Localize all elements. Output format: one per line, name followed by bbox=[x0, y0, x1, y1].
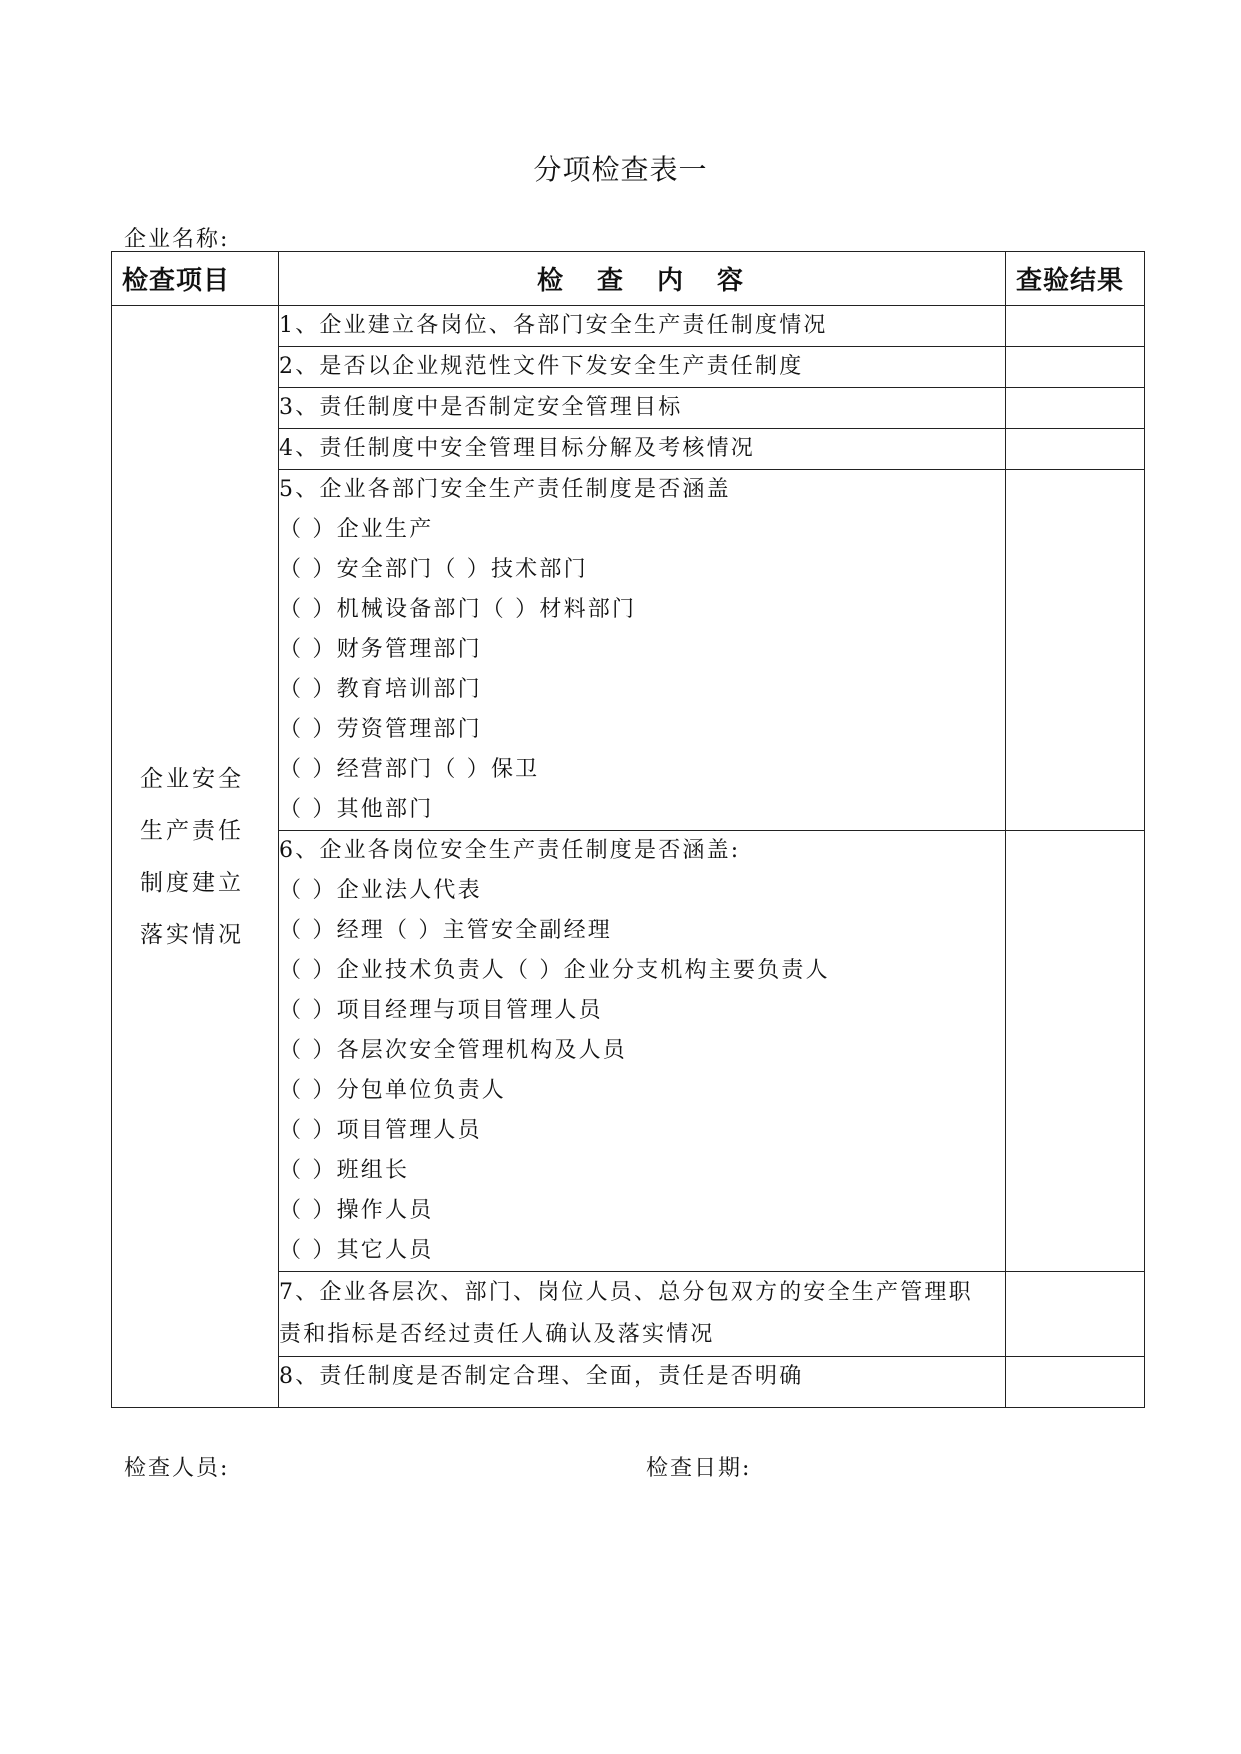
header-verification-result: 查验结果 bbox=[1006, 252, 1145, 306]
check-item-text: 责和指标是否经过责任人确认及落实情况 bbox=[279, 1322, 715, 1347]
check-item-6 bbox=[279, 831, 1006, 1272]
result-cell-4[interactable] bbox=[1006, 429, 1145, 470]
check-item-8 bbox=[279, 1357, 1006, 1408]
checkbox-option[interactable]: （ ）经营部门（ ）保卫 bbox=[279, 757, 540, 782]
result-cell-3[interactable] bbox=[1006, 388, 1145, 429]
checkbox-option[interactable]: （ ）分包单位负责人 bbox=[279, 1078, 506, 1103]
checkbox-option[interactable]: （ ）企业技术负责人（ ）企业分支机构主要负责人 bbox=[279, 958, 830, 983]
result-cell-6[interactable] bbox=[1006, 831, 1145, 1272]
category-line: 生产责任 bbox=[140, 817, 244, 844]
check-item-text: 4、责任制度中安全管理目标分解及考核情况 bbox=[279, 436, 755, 461]
check-item-text: 2、是否以企业规范性文件下发安全生产责任制度 bbox=[279, 354, 804, 379]
checkbox-option[interactable]: （ ）机械设备部门（ ）材料部门 bbox=[279, 597, 637, 622]
check-item-text: 8、责任制度是否制定合理、全面，责任是否明确 bbox=[279, 1364, 804, 1389]
checkbox-option[interactable]: （ ）安全部门（ ）技术部门 bbox=[279, 557, 588, 582]
check-item-text: 5、企业各部门安全生产责任制度是否涵盖 bbox=[279, 477, 731, 502]
checkbox-option[interactable]: （ ）班组长 bbox=[279, 1158, 410, 1183]
check-item-text: 1、企业建立各岗位、各部门安全生产责任制度情况 bbox=[279, 313, 828, 338]
inspector-label: 检查人员: bbox=[124, 1456, 230, 1481]
result-cell-5[interactable] bbox=[1006, 470, 1145, 831]
category-line: 落实情况 bbox=[140, 921, 244, 948]
check-item-text: 3、责任制度中是否制定安全管理目标 bbox=[279, 395, 683, 420]
check-item-5 bbox=[279, 470, 1006, 831]
inspection-table bbox=[111, 251, 1145, 1408]
check-item-text: 7、企业各层次、部门、岗位人员、总分包双方的安全生产管理职 bbox=[279, 1280, 973, 1305]
inspection-date-label: 检查日期: bbox=[646, 1456, 752, 1481]
checkbox-option[interactable]: （ ）企业生产 bbox=[279, 517, 434, 542]
page-title: 分项检查表一 bbox=[533, 153, 708, 186]
check-item-7 bbox=[279, 1272, 1006, 1357]
company-name-label: 企业名称: bbox=[124, 227, 230, 252]
checkbox-option[interactable]: （ ）操作人员 bbox=[279, 1198, 434, 1223]
checkbox-option[interactable]: （ ）其它人员 bbox=[279, 1238, 434, 1263]
header-inspection-item: 检查项目 bbox=[112, 252, 279, 306]
check-item-2 bbox=[279, 347, 1006, 388]
checkbox-option[interactable]: （ ）企业法人代表 bbox=[279, 878, 482, 903]
check-item-3 bbox=[279, 388, 1006, 429]
result-cell-2[interactable] bbox=[1006, 347, 1145, 388]
header-inspection-content: 检查内容 bbox=[279, 252, 1006, 306]
check-item-1 bbox=[279, 306, 1006, 347]
result-cell-7[interactable] bbox=[1006, 1272, 1145, 1357]
checkbox-option[interactable]: （ ）财务管理部门 bbox=[279, 637, 482, 662]
checkbox-option[interactable]: （ ）教育培训部门 bbox=[279, 677, 482, 702]
checkbox-option[interactable]: （ ）劳资管理部门 bbox=[279, 717, 482, 742]
checkbox-option[interactable]: （ ）项目经理与项目管理人员 bbox=[279, 998, 603, 1023]
checkbox-option[interactable]: （ ）经理（ ）主管安全副经理 bbox=[279, 918, 612, 943]
category-cell bbox=[112, 306, 279, 1408]
checkbox-option[interactable]: （ ）各层次安全管理机构及人员 bbox=[279, 1038, 627, 1063]
result-cell-8[interactable] bbox=[1006, 1357, 1145, 1408]
check-item-text: 6、企业各岗位安全生产责任制度是否涵盖: bbox=[279, 838, 741, 863]
check-item-4 bbox=[279, 429, 1006, 470]
checkbox-option[interactable]: （ ）项目管理人员 bbox=[279, 1118, 482, 1143]
category-line: 企业安全 bbox=[140, 765, 244, 792]
checkbox-option[interactable]: （ ）其他部门 bbox=[279, 797, 434, 822]
category-line: 制度建立 bbox=[140, 869, 244, 896]
result-cell-1[interactable] bbox=[1006, 306, 1145, 347]
